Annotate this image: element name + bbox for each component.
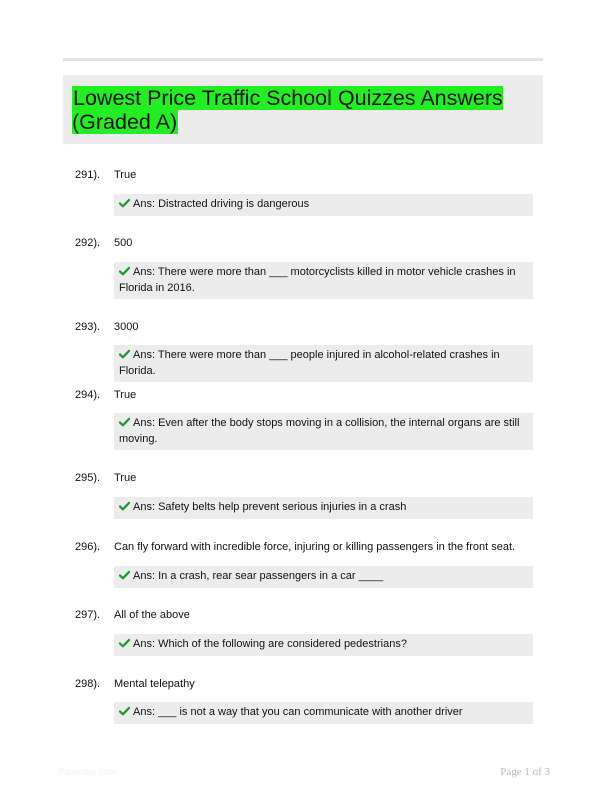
page-title (72, 86, 532, 134)
check-icon (119, 198, 130, 208)
check-icon (119, 638, 130, 648)
answer-box (114, 262, 533, 299)
check-icon (119, 706, 130, 716)
answer-text: Ans: Safety belts help prevent serious injuries in a crash (133, 501, 407, 513)
check-icon (119, 349, 130, 359)
question-text: Can fly forward with incredible force, injuring or killing passengers in the front seat. (114, 541, 516, 553)
page-indicator: Page 1 of 3 (500, 766, 550, 778)
question-number: 294). (75, 389, 101, 401)
check-icon (119, 417, 130, 427)
question-number: 296). (75, 541, 101, 553)
question-number: 293). (75, 321, 101, 333)
question-text: All of the above (114, 609, 190, 621)
question-number: 292). (75, 237, 101, 249)
answer-box (114, 497, 533, 519)
check-icon (119, 501, 130, 511)
answer-box (114, 194, 533, 216)
question-number: 291). (75, 169, 101, 181)
question-text: 3000 (114, 321, 139, 333)
question-text: 500 (114, 237, 133, 249)
answer-text: Ans: There were more than ___ motorcyclists killed in motor vehicle crashes in Florida in 2016. (119, 266, 516, 294)
question-number: 297). (75, 609, 101, 621)
question-text: True (114, 169, 137, 181)
top-divider (63, 58, 543, 61)
answer-box (114, 702, 533, 724)
answer-box (114, 345, 533, 382)
question-text: True (114, 472, 137, 484)
answer-text: Ans: There were more than ___ people injured in alcohol-related crashes in Florida. (119, 349, 500, 377)
question-number: 295). (75, 472, 101, 484)
answer-text: Ans: In a crash, rear sear passengers in a car ____ (133, 570, 384, 582)
answer-text: Ans: Even after the body stops moving in a collision, the internal organs are still moving. (119, 417, 520, 445)
answer-box (114, 566, 533, 588)
title-highlight: Lowest Price Traffic School Quizzes Answers (Graded A) (72, 86, 503, 134)
answer-text: Ans: ___ is not a way that you can communicate with another driver (133, 706, 463, 718)
answer-box (114, 413, 533, 450)
check-icon (119, 266, 130, 276)
footer-watermark: Papertibe.com (58, 767, 117, 777)
question-text: True (114, 389, 137, 401)
title-banner (63, 75, 543, 144)
answer-box (114, 634, 533, 656)
check-icon (119, 570, 130, 580)
question-text: Mental telepathy (114, 678, 195, 690)
answer-text: Ans: Which of the following are considered pedestrians? (133, 638, 407, 650)
answer-text: Ans: Distracted driving is dangerous (133, 198, 310, 210)
question-number: 298). (75, 678, 101, 690)
